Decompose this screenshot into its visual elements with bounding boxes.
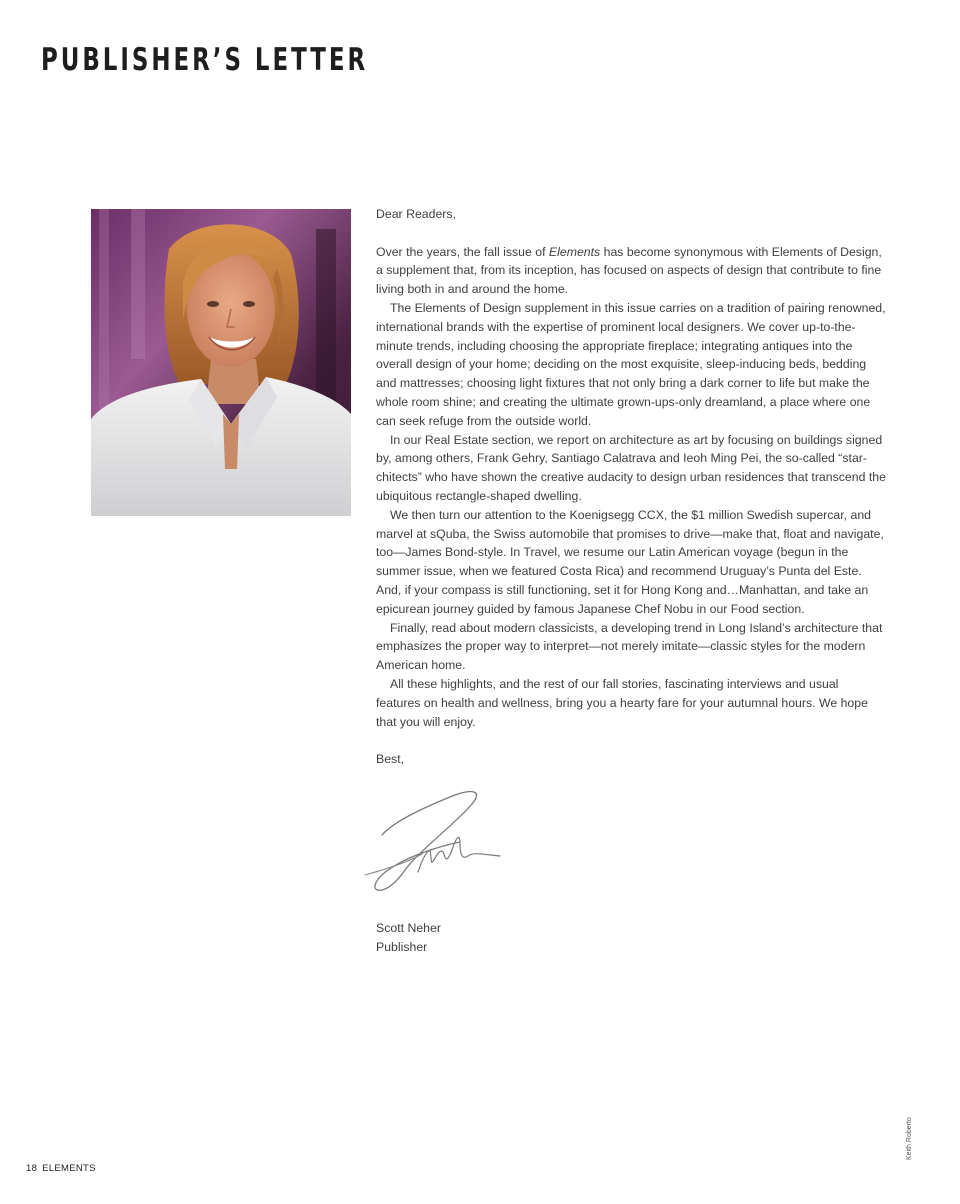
publisher-portrait xyxy=(91,209,351,516)
closing: Best, xyxy=(376,752,405,767)
photo-credit: Keith Roberto xyxy=(906,1117,913,1160)
letter-paragraph-2: The Elements of Design supplement in this issue carries on a tradition of pairing renowned, international brands with the expertise of prominent local designers. We cover up-to-the-minute trends, including choosing the appropriate fireplace; integrating antiques into the overall design of your home; deciding on the most exquisite, sleep-inducing beds, bedding and mattresses; choosing light fixtures that not only bring a dark corner to life but make the whole room shine; and creating the ultimate grown-ups-only dreamland, a place where one can seek refuge from the outside world. xyxy=(376,300,886,428)
handwritten-signature xyxy=(360,780,510,900)
letter-paragraph-6: All these highlights, and the rest of our fall stories, fascinating interviews and usual features on health and wellness, bring you a hearty fare for your autumnal hours. We hope that you will enjoy. xyxy=(376,676,868,729)
paragraph-1-text-end: has become synonymous with Elements of Design, a supplement that, from its inception, has focused on aspects of design that contribute to fine living both in and around the home. xyxy=(376,244,882,297)
letter-paragraph-5: Finally, read about modern classicists, a developing trend in Long Island’s architecture that emphasizes the proper way to interpret—not merely imitate—classic styles for the modern American home. xyxy=(376,620,883,673)
letter-paragraph-1 xyxy=(376,243,886,299)
page-footer xyxy=(26,1163,96,1174)
portrait-illustration xyxy=(91,209,351,516)
page-title: PUBLISHER’S LETTER xyxy=(41,42,369,78)
signer-block xyxy=(376,919,441,957)
letter-body xyxy=(376,205,886,769)
magazine-name-italic: Elements xyxy=(548,244,601,259)
paragraph-1-text-start: Over the years, the fall issue of xyxy=(376,244,549,259)
signer-name: Scott Neher xyxy=(376,921,441,935)
letter-paragraph-4: We then turn our attention to the Koenigsegg CCX, the $1 million Swedish supercar, and marvel at sQuba, the Swiss automobile that promises to drive—make that, float and navigate, too—James Bond-style. In Travel, we resume our Latin American voyage (begun in the summer issue, when we featured Costa Rica) and recommend Uruguay’s Punta del Este. And, if your compass is still functioning, set it for Hong Kong and…Manhattan, and take an epicurean journey guided by famous Japanese Chef Nobu in our Food section. xyxy=(376,507,884,616)
signer-role: Publisher xyxy=(376,939,428,954)
letter-paragraph-3: In our Real Estate section, we report on architecture as art by focusing on buildings signed by, among others, Frank Gehry, Santiago Calatrava and Ieoh Ming Pei, the so-called “star-chitects” who have shown the creative audacity to design urban residences that transcend the ubiquitous rectangle-shaped dwelling. xyxy=(376,432,886,503)
page-number: 18 xyxy=(26,1163,38,1174)
salutation: Dear Readers, xyxy=(376,207,456,221)
magazine-name: ELEMENTS xyxy=(42,1163,96,1174)
